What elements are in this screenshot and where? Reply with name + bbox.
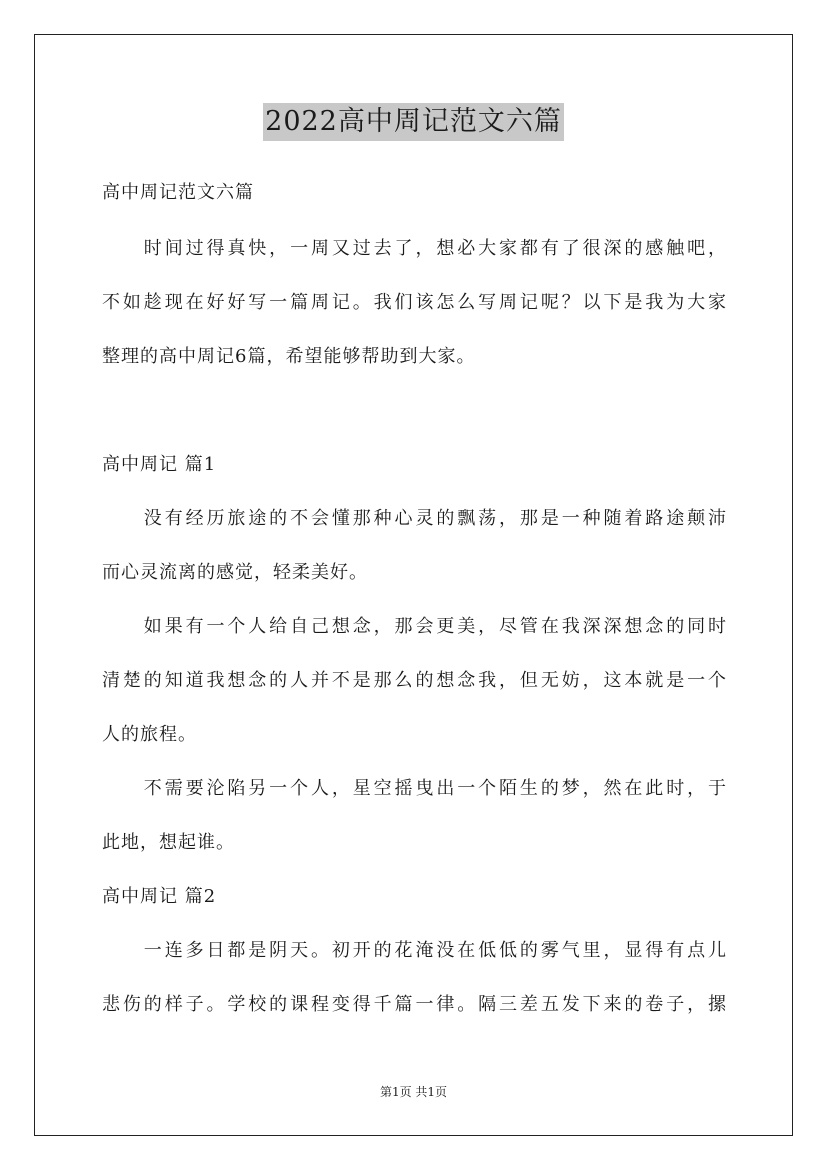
- body-line: 整理的高中周记6篇，希望能够帮助到大家。: [102, 346, 476, 367]
- title-container: [0, 103, 827, 141]
- page-footer: 第1页 共1页: [379, 1085, 448, 1099]
- body-line: 此地，想起谁。: [102, 832, 235, 853]
- body-line: 而心灵流离的感觉，轻柔美好。: [102, 562, 368, 583]
- body-line: 一连多日都是阴天。初开的花淹没在低低的雾气里，显得有点儿: [102, 940, 727, 961]
- body-line: 人的旅程。: [102, 724, 197, 745]
- body-line: 清楚的知道我想念的人并不是那么的想念我，但无妨，这本就是一个: [102, 670, 727, 691]
- section-heading: 高中周记 篇2: [102, 886, 217, 907]
- document-title: 2022高中周记范文六篇: [263, 103, 564, 141]
- section-heading: 高中周记 篇1: [102, 454, 217, 475]
- body-line: 不如趁现在好好写一篇周记。我们该怎么写周记呢？以下是我为大家: [102, 292, 727, 313]
- body-line: 时间过得真快，一周又过去了，想必大家都有了很深的感触吧，: [102, 238, 727, 259]
- subtitle-line: 高中周记范文六篇: [102, 182, 254, 203]
- body-line: 悲伤的样子。学校的课程变得千篇一律。隔三差五发下来的卷子，摞: [102, 994, 727, 1015]
- body-line: 不需要沦陷另一个人，星空摇曳出一个陌生的梦，然在此时，于: [102, 778, 727, 799]
- body-line: 如果有一个人给自己想念，那会更美，尽管在我深深想念的同时: [102, 616, 727, 637]
- body-line: 没有经历旅途的不会懂那种心灵的飘荡，那是一种随着路途颠沛: [102, 508, 727, 529]
